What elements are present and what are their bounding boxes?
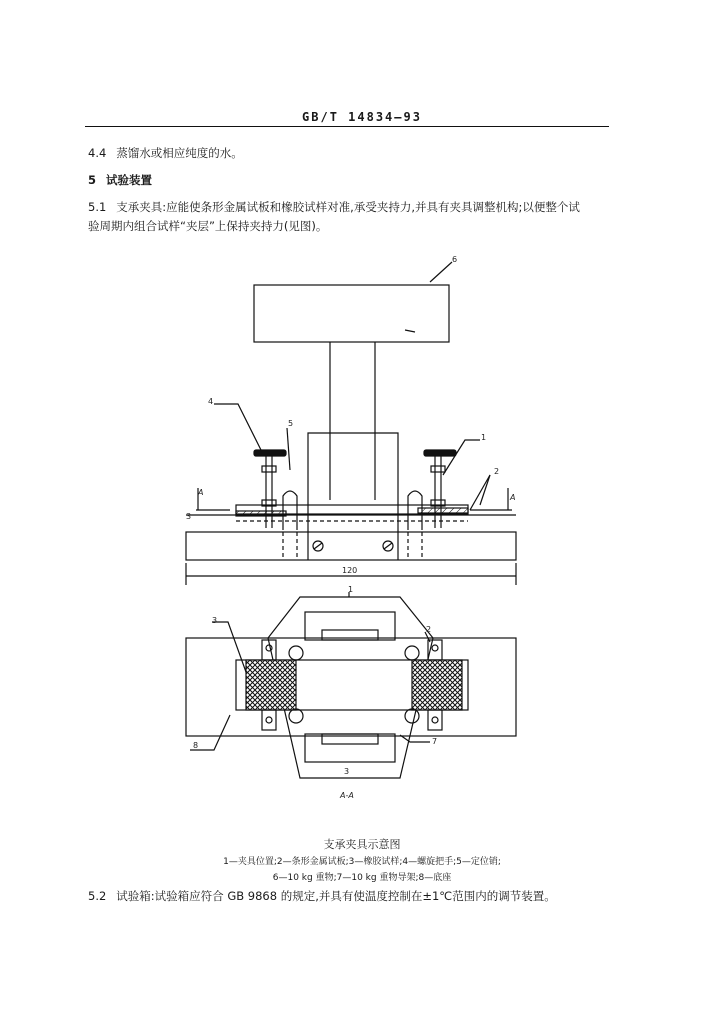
base-front xyxy=(186,532,516,560)
label-1: 1 xyxy=(481,433,487,442)
section-number: 5.2 xyxy=(88,889,107,903)
figure-legend-line1: 1—夹具位置;2—条形金属试板;3—橡胶试样;4—螺旋把手;5—定位销; xyxy=(223,857,501,867)
section-mark-left: A xyxy=(198,488,204,497)
label-1-plan: 1 xyxy=(348,585,354,594)
guide-top xyxy=(305,612,395,640)
section-title: 试验装置 xyxy=(106,173,153,187)
label-3-bottom: 3 xyxy=(344,767,350,776)
figure-caption: 支承夹具示意图 xyxy=(323,838,401,851)
leader-3 xyxy=(443,440,480,475)
rubber-specimen xyxy=(246,660,296,710)
section-text: 蒸馏水或相应纯度的水。 xyxy=(116,146,243,160)
section-view-label: A-A xyxy=(340,791,354,800)
leader-4 xyxy=(214,404,262,452)
rubber-specimen xyxy=(412,660,462,710)
label-4: 4 xyxy=(208,397,214,406)
label-6: 6 xyxy=(452,255,458,264)
screw-handle xyxy=(424,450,456,456)
dimension-label: 120 xyxy=(342,566,358,575)
section-number: 4.4 xyxy=(88,146,107,160)
section-number: 5 xyxy=(88,173,97,187)
standard-header: GB/T 14834—93 xyxy=(302,110,422,124)
label-2-plan: 2 xyxy=(426,625,432,634)
guide-bottom xyxy=(305,734,395,762)
section-number: 5.1 xyxy=(88,200,107,214)
section-text: 支承夹具:应能使条形金属试板和橡胶试样对准,承受夹持力,并具有夹具调整机构;以便整个试 xyxy=(116,200,580,214)
label-3-plan: 3 xyxy=(212,616,218,625)
section-mark-right: A xyxy=(510,493,516,502)
label-5: 5 xyxy=(288,419,294,428)
label-8-plan: 8 xyxy=(193,741,199,750)
screw-handle xyxy=(254,450,286,456)
figure-legend-line2: 6—10 kg 重物;7—10 kg 重物导架;8—底座 xyxy=(272,873,452,883)
label-3: 3 xyxy=(186,512,192,521)
label-7-plan: 7 xyxy=(432,737,438,746)
section-text: 试验箱:试验箱应符合 GB 9868 的规定,并具有使温度控制在±1℃范围内的调节装置。 xyxy=(116,889,556,903)
section-5-2 xyxy=(88,888,556,904)
section-5-1-line2: 验周期内组合试样“夹层”上保持夹持力(见图)。 xyxy=(88,219,328,233)
weight-block xyxy=(254,285,449,342)
label-2: 2 xyxy=(494,467,500,476)
guide-frame xyxy=(308,433,398,560)
